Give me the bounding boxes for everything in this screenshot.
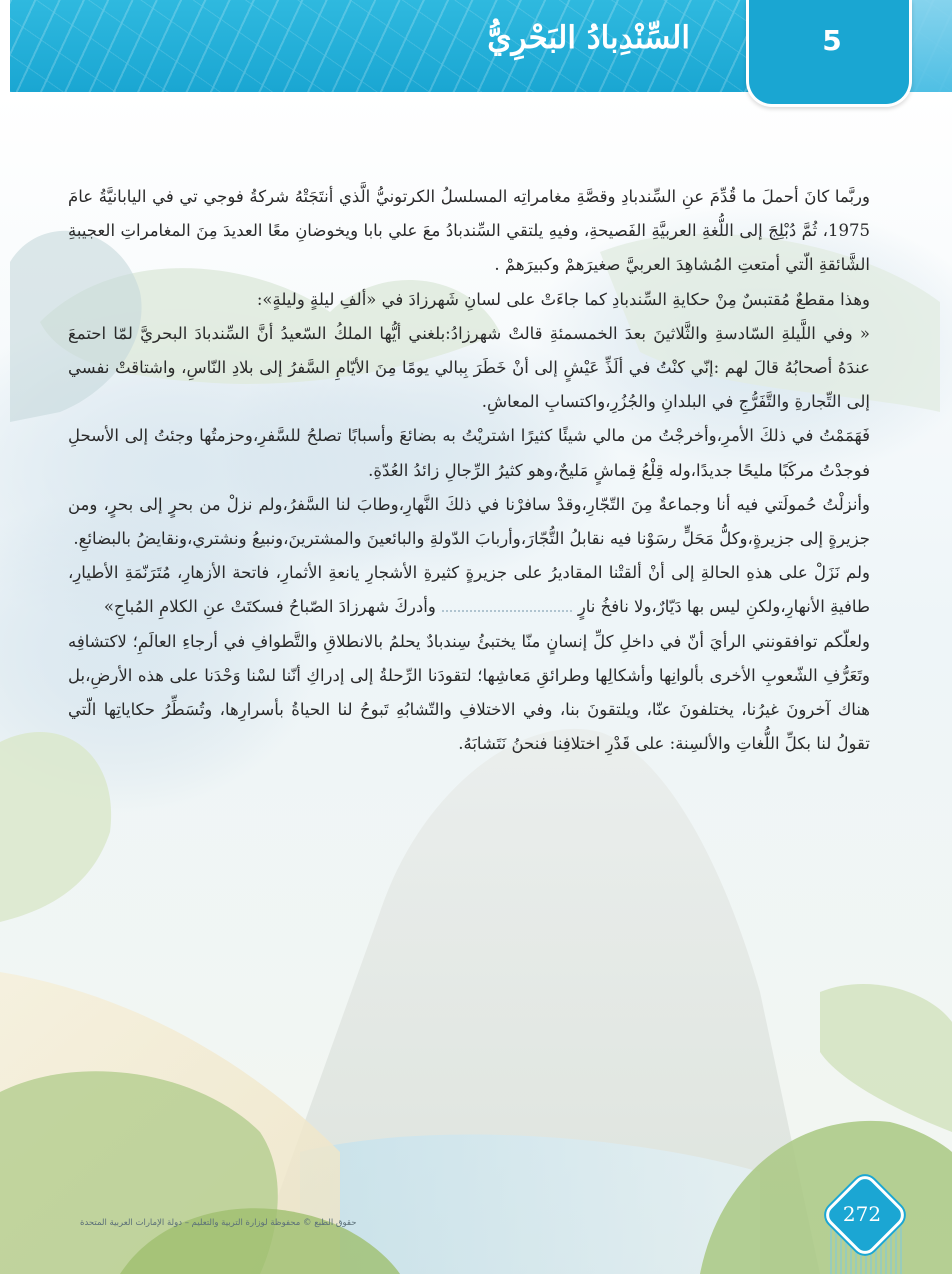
story-text (68, 180, 870, 761)
page-number-badge (828, 1178, 908, 1258)
copyright-notice: حقوق الطبع © محفوظة لوزارة التربية والتعليم – دولة الإمارات العربية المتحدة (80, 1218, 357, 1228)
paragraph-night-opening: « وفي اللَّيلةِ السّادسةِ والثَّلاثينَ بعدَ الخمسمئةِ قالتْ شهرزادُ:بلغني أيُّها الملكُ السّعيدُ أنَّ السِّندبادَ البحريَّ لمّا احتمعَ عندَهُ أصحابُهُ قالَ لهم :إنّي كنْتُ في ألَذِّ عَيْشٍ إلى أنْ خَطَرَ بِبالي يومًا مِنَ الأيّامِ السَّفرُ إلى بلادِ النّاسِ، واشتاقتْ نفسي إلى التِّجارةِ والتَّفَرُّجِ في البلدانِ والجُزُرِ،واكتسابِ المعاشِ. (68, 323, 870, 412)
paragraph-voyage: وأنزلْتُ حُمولَتي فيه أنا وجماعةٌ مِنَ التّجّارِ،وقدْ سافرْنا في ذلكَ النَّهارِ،وطابَ لنا السَّفرُ،ولم نزلْ من بحرٍ إلى بحرٍ، ومن جزيرةٍ إلى جزيرةٍ،وكلُّ مَحَلٍّ رسَوْنا فيه نقابلُ التُّجّارَ،وأربابَ الدّولةِ والبائعينَ والمشترينَ،ونبيعُ ونشتري،ونقايضُ بالبضائعِ. (68, 494, 870, 549)
paragraph-preparation: فَهَمَمْتُ في ذلكَ الأمرِ،وأخرجْتُ من مالي شيئًا كثيرًا اشتريْتُ به بضائعَ وأسبابًا تصلحُ للسَّفرِ،وحزمتُها وجئتُ إلى الأسحلِ فوجدْتُ مركَبًا مليحًا جديدًا،وله قِلْعُ قِماشٍ مَليحٌ،وهو كثيرُ الرِّجالِ زائدُ العُدّةِ. (68, 426, 870, 480)
paragraph-excerpt-intro: وهذا مقطعٌ مُقتبسٌ مِنْ حكايةِ السِّندبادِ كما جاءَتْ على لسانِ شَهرزادَ في «ألفِ ليلةٍ وليلةٍ»: (256, 289, 870, 309)
chapter-number: 5 (822, 24, 842, 57)
dawn-ending: وأدركَ شهرزادَ الصّباحُ فسكتَتْ عنِ الكلامِ المُباحِ» (103, 597, 436, 617)
paragraph-island (68, 556, 870, 624)
paragraph-conclusion: ولعلّكم توافقونني الرأيَ أنّ في داخلِ كلِّ إنسانٍ منّا يختبئُ سِندبادٌ يحلمُ بالانطلاقِ والتَّطوافِ في أرجاءِ العالَمِ؛ لاكتشافِه وتَعَرُّفِ الشّعوبِ الأخرى بألوانِها وأشكالِها وطرائقِ مَعاشِها؛ لتقودَنا الرِّحلةُ إلى إدراكِ أنّنا لسْنا وَحْدَنا على هذه الأرضِ،بل هناك آخرونَ غيرُنا، يختلفونَ عنّا، ويلتقونَ بنا، وفي الاختلافِ والتّشابُهِ تَبوحُ لنا الحياةُ بأسرارِها، وتُسَطِّرُ حكاياتِها الّتي تقولُ لنا بكلِّ اللُّغاتِ والألسِنة: على قَدْرِ اختلافِنا فنحنُ نَتَشابَهُ. (68, 631, 870, 754)
island-description: ولم نَزَلْ على هذهِ الحالةِ إلى أنْ ألقتْنا المقاديرُ على جزيرةٍ كثيرةِ الأشجارِ يانعةِ الأثمارِ، فاتحة الأزهارِ، مُتَرَنّمَةِ الأطيارِ، طافيةِ الأنهارِ،ولكنِ ليس بها دَيّارٌ،ولا نافخُ نارٍ (68, 563, 870, 617)
ellipsis-dots (442, 604, 572, 612)
header-corner-decoration (908, 0, 952, 92)
page-title: السِّنْدِبادُ البَحْرِيُّ (487, 20, 690, 56)
page-number: 272 (842, 1202, 882, 1226)
paragraph-intro: وربَّما كانَ أحملَ ما قُدِّمَ عنِ السِّندبادِ وقصَّةِ مغامراتِه المسلسلُ الكرتونيُّ الَّذي أنتَجَتْهُ شركةُ فوجي تي في اليابانيَّةُ عامَ 1975، ثُمَّ دُبْلِجَ إلى اللُّغةِ العربيَّةِ الفَصيحةِ، وفيهِ يلتقي السِّندبادُ معَ علي بابا ويخوضانِ معًا العديدَ مِنَ المغامراتِ العجيبةِ الشَّائقةِ الّتي أمتعتِ المُشاهِدَ العربيَّ صغيرَهمْ وكبيرَهمْ . (68, 187, 870, 275)
